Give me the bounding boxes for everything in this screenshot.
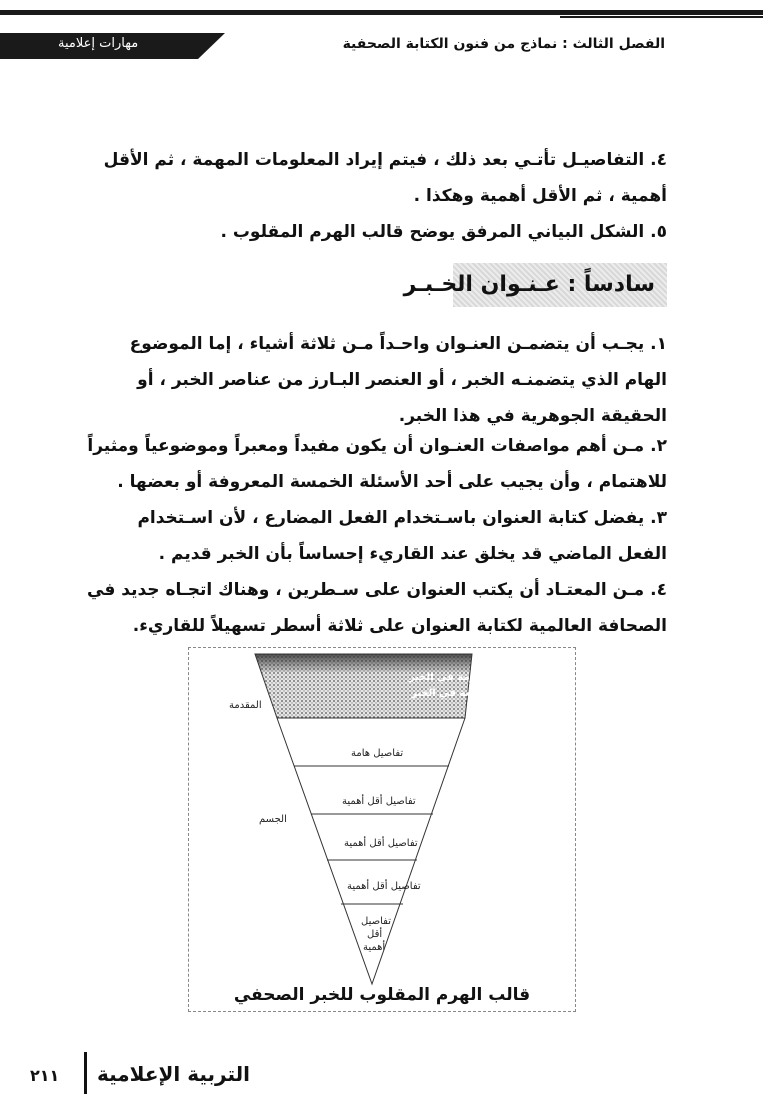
item-number: ٤. <box>650 150 667 170</box>
pyramid-level-label: تفاصيل هامة <box>351 748 404 759</box>
pyramid-level-label: أهم معلومة في الخبر <box>409 672 514 683</box>
pyramid-level-label: أقل <box>367 929 383 940</box>
item-number: ٣. <box>650 508 667 528</box>
pyramid-level-label: أبرز واقعة في الخبر <box>411 688 510 699</box>
header-rule-thin <box>560 16 763 18</box>
list-item <box>87 500 667 572</box>
item-text: الشكل البياني المرفق يوضح قالب الهرم المقلوب . <box>220 222 645 242</box>
pyramid-level-label: تفاصيل <box>361 916 391 927</box>
list-item <box>87 572 667 644</box>
chapter-title: الفصل الثالث : نماذج من فنون الكتابة الصحفية <box>342 36 665 52</box>
footer-divider <box>84 1052 87 1094</box>
figure-caption: قالب الهرم المقلوب للخبر الصحفي <box>233 985 531 1005</box>
item-text: مـن أهم مواصفات العنـوان أن يكون مفيداً ومعبراً وموضوعياً ومثيراً للاهتمام ، وأن يجيب على أحد الأسئلة الخمسة المعروفة أو بعضها . <box>87 436 667 492</box>
pyramid-level-label: تفاصيل أقل أهمية <box>347 881 421 892</box>
list-item <box>87 214 667 250</box>
list-item <box>87 142 667 214</box>
book-title: التربية الإعلامية <box>97 1062 251 1086</box>
pyramid-level-label: تفاصيل أقل أهمية <box>344 838 418 849</box>
item-text: التفاصيـل تأتـي بعد ذلك ، فيتم إيراد المعلومات المهمة ، ثم الأقل أهمية ، ثم الأقل أهمية وهكذا . <box>103 150 667 206</box>
list-item <box>87 428 667 500</box>
page-number: ٢١١ <box>30 1066 60 1085</box>
item-text: يجـب أن يتضمـن العنـوان واحـداً مـن ثلاثة أشياء ، إما الموضوع الهام الذي يتضمنـه الخبر ، أو العنصر البـارز من عناصر الخبر ، أو الحقيقة الجوهرية في هذا الخبر. <box>129 334 667 426</box>
item-number: ٢. <box>650 436 667 456</box>
section-heading: سادساً : عـنـوان الخـبـر <box>403 272 655 297</box>
pyramid-level-top-shade <box>255 654 472 672</box>
side-label-intro: المقدمة <box>229 700 262 711</box>
item-text: مـن المعتـاد أن يكتب العنوان على سـطرين ، وهناك اتجـاه جديد في الصحافة العالمية لكتابة العنوان على ثلاثة أسطر تسهيلاً للقاريء. <box>87 580 667 636</box>
list-item <box>87 326 667 434</box>
item-text: يفضل كتابة العنوان باسـتخدام الفعل المضارع ، لأن اسـتخدام الفعل الماضي قد يخلق عند القاريء إحساساً بأن الخبر قديم . <box>137 508 667 564</box>
item-number: ١. <box>650 334 667 354</box>
header-rule <box>0 10 763 15</box>
item-number: ٥. <box>650 222 667 242</box>
pyramid-level-label: تفاصيل أقل أهمية <box>342 796 416 807</box>
pyramid-level-label: أهمية <box>363 942 386 953</box>
banner-text: مهارات إعلامية <box>58 36 139 51</box>
item-number: ٤. <box>650 580 667 600</box>
side-label-body: الجسم <box>259 814 287 825</box>
inverted-pyramid-figure <box>188 647 576 1012</box>
